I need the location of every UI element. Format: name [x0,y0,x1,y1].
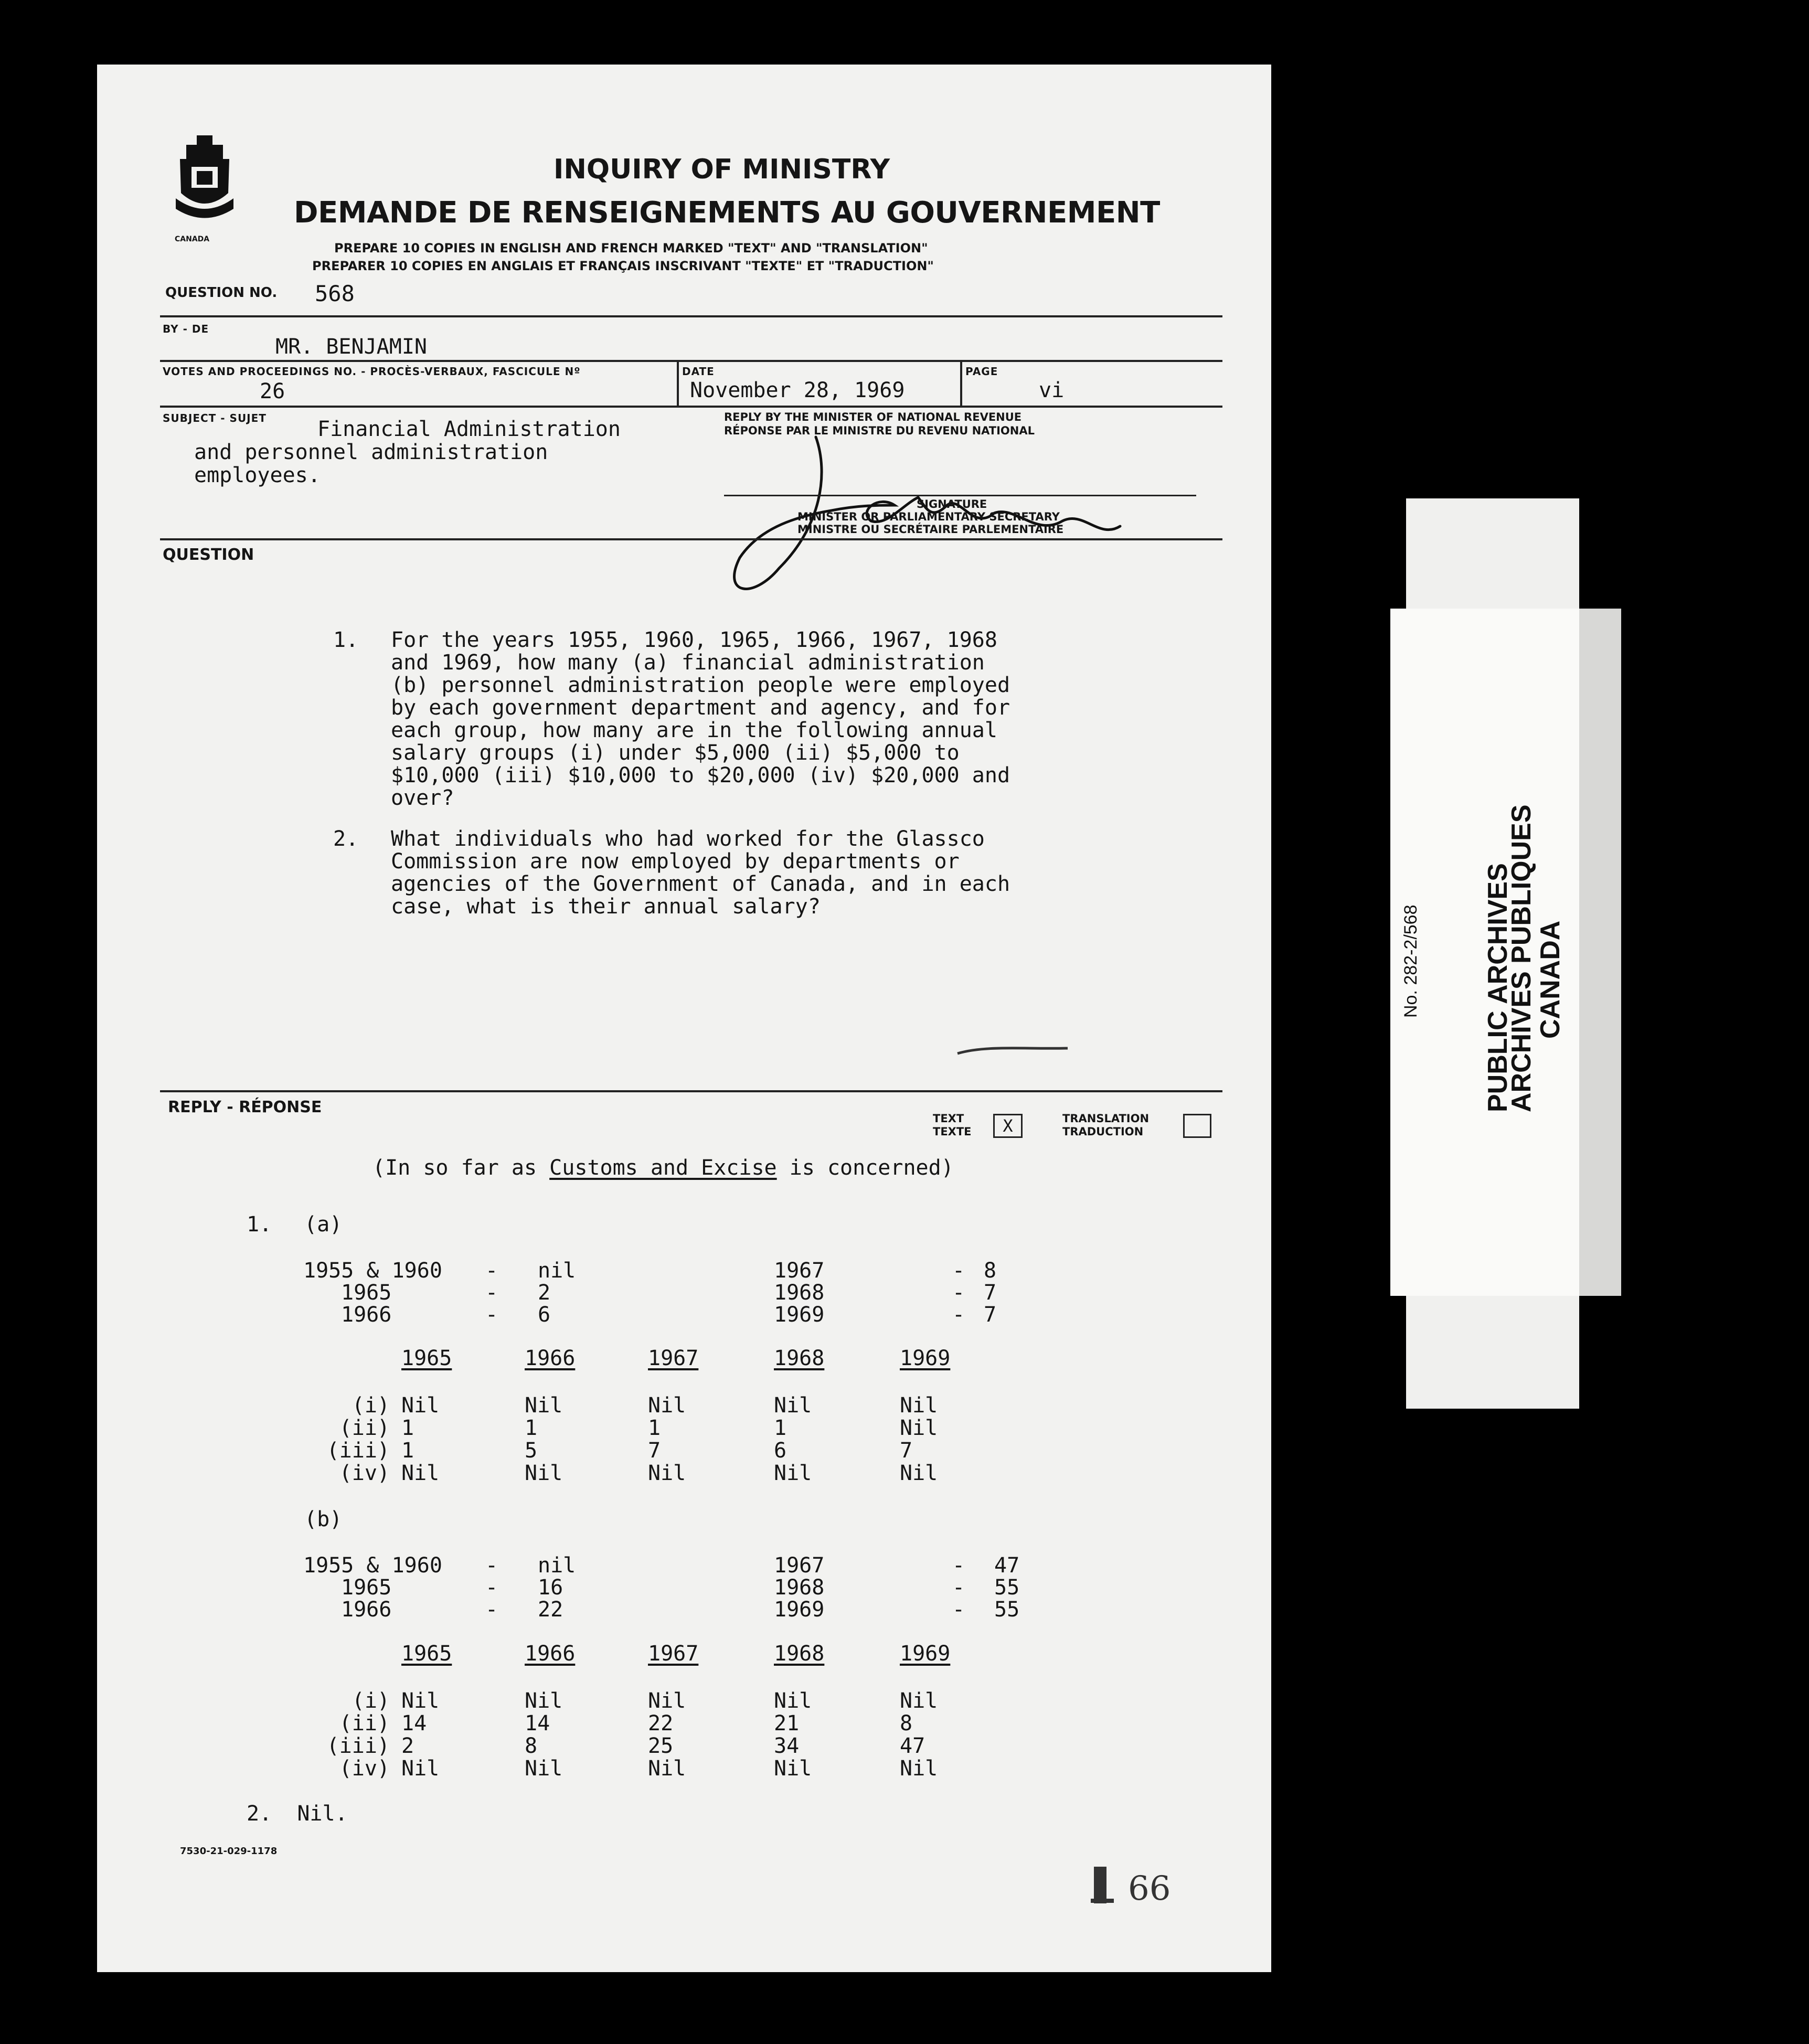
instructions-en: PREPARE 10 COPIES IN ENGLISH AND FRENCH MARKED "TEXT" AND "TRANSLATION" [334,241,928,256]
archive-line: ARCHIVES PUBLIQUES [1506,804,1537,1112]
year-value: 7 [984,1281,997,1305]
minister-en: MINISTER OR PARLIAMENTARY SECRETARY [797,510,1060,523]
table-cell: Nil [648,1461,686,1485]
page-number: 66 [1128,1869,1171,1908]
table-cell: 5 [525,1439,538,1463]
table-column-header: 1968 [774,1346,825,1370]
table-column-header: 1966 [525,1642,576,1666]
dash: - [485,1553,498,1578]
divider [160,1090,1222,1092]
country-label: CANADA [175,235,210,243]
reply-label: REPLY - RÉPONSE [168,1098,322,1116]
reply-by-fr: RÉPONSE PAR LE MINISTRE DU REVENU NATIONAL [724,424,1035,437]
subject-label: SUBJECT - SUJET [163,412,267,424]
year-label: 1969 [774,1303,825,1327]
reply-intro: (In so far as Customs and Excise is concerned) [373,1156,954,1180]
question-label: QUESTION [163,546,254,564]
year-value: 47 [994,1553,1020,1578]
year-label: 1955 & 1960 [303,1553,442,1578]
question-line: $10,000 (iii) $10,000 to $20,000 (iv) $20,000 and [391,763,1010,787]
year-label: 1969 [774,1598,825,1622]
table-cell: 22 [648,1711,674,1736]
year-label: 1968 [774,1281,825,1305]
section-b-label: (b) [304,1507,343,1531]
text-label: TEXT [933,1112,964,1125]
table-column-header: 1965 [401,1346,452,1370]
table-cell: 47 [900,1734,925,1758]
archive-ref: No. 282-2/568 [1401,904,1421,1018]
divider [160,538,1222,540]
year-label: 1966 [341,1598,392,1622]
table-cell: Nil [525,1689,563,1713]
row-label: (i) [352,1689,390,1713]
dash: - [485,1259,498,1283]
table-cell: Nil [648,1393,686,1418]
dash: - [952,1303,965,1327]
archive-line: CANADA [1535,920,1566,1039]
question-line: (b) personnel administration people were employed [391,673,1010,697]
question-line: agencies of the Government of Canada, and in each [391,872,1010,896]
page-label: PAGE [965,365,998,378]
year-label: 1955 & 1960 [303,1259,442,1283]
translation-checkbox[interactable] [1183,1114,1211,1138]
question-line: What individuals who had worked for the Glassco [391,827,985,851]
question-no-value: 568 [315,281,355,306]
dash: - [952,1598,965,1622]
pen-mark-icon [955,1042,1070,1058]
year-value: nil [538,1553,576,1578]
question-line: by each government department and agency, and for [391,696,1010,720]
year-label: 1968 [774,1575,825,1600]
document-page [97,65,1271,1972]
subject-line: employees. [194,463,321,487]
subject-line: and personnel administration [194,440,548,464]
dash: - [485,1303,498,1327]
table-cell: Nil [648,1756,686,1781]
divider [677,360,679,407]
table-cell: Nil [401,1689,440,1713]
question-line: For the years 1955, 1960, 1965, 1966, 1967, 1968 [391,628,997,652]
row-label: (iv) [339,1756,390,1781]
question-line: over? [391,786,454,810]
table-cell: 1 [401,1439,414,1463]
page-value: vi [1039,378,1065,402]
subject-line: Financial Administration [317,417,621,441]
reply-item-1-number: 1. [247,1212,272,1237]
dash: - [952,1259,965,1283]
minister-fr: MINISTRE OU SECRÉTAIRE PARLEMENTAIRE [797,523,1064,536]
date-label: DATE [682,365,715,378]
row-label: (iii) [326,1734,390,1758]
dash: - [485,1575,498,1600]
table-column-header: 1967 [648,1346,699,1370]
divider [160,406,1222,408]
dash: - [485,1281,498,1305]
table-cell: Nil [525,1756,563,1781]
signature-line [724,495,1196,496]
table-cell: Nil [774,1756,812,1781]
table-cell: Nil [401,1756,440,1781]
table-cell: Nil [774,1461,812,1485]
year-label: 1965 [341,1281,392,1305]
table-cell: 8 [525,1734,538,1758]
year-label: 1966 [341,1303,392,1327]
table-cell: 8 [900,1711,913,1736]
question-line: and 1969, how many (a) financial administration [391,651,985,675]
table-cell: 1 [401,1416,414,1440]
dash: - [952,1553,965,1578]
traduction-label: TRADUCTION [1062,1125,1144,1138]
table-cell: 21 [774,1711,800,1736]
reply-by-en: REPLY BY THE MINISTER OF NATIONAL REVENUE [724,411,1022,423]
year-label: 1967 [774,1259,825,1283]
question-line: case, what is their annual salary? [391,895,821,919]
table-cell: 14 [401,1711,427,1736]
table-cell: Nil [401,1461,440,1485]
year-value: 55 [994,1575,1020,1600]
table-cell: 25 [648,1734,674,1758]
year-value: 7 [984,1303,997,1327]
divider [160,360,1222,362]
title-fr: DEMANDE DE RENSEIGNEMENTS AU GOUVERNEMENT [294,196,1160,230]
instructions-fr: PREPARER 10 COPIES EN ANGLAIS ET FRANÇAIS INSCRIVANT "TEXTE" ET "TRADUCTION" [312,259,934,273]
table-cell: Nil [525,1393,563,1418]
by-value: MR. BENJAMIN [275,335,427,359]
table-column-header: 1966 [525,1346,576,1370]
question-1-number: 1. [333,628,359,652]
dash: - [952,1281,965,1305]
year-value: 2 [538,1281,551,1305]
archive-line: PUBLIC ARCHIVES [1483,863,1513,1112]
question-2-number: 2. [333,827,359,851]
year-value: nil [538,1259,576,1283]
stamp-mark [1091,1899,1114,1903]
reply-item-2: 2. Nil. [247,1802,348,1826]
table-cell: 14 [525,1711,550,1736]
section-a-label: (a) [304,1212,343,1237]
form-code: 7530-21-029-1178 [180,1846,278,1857]
row-label: (ii) [339,1711,390,1736]
table-cell: Nil [900,1416,938,1440]
votes-label: VOTES AND PROCEEDINGS NO. - PROCÈS-VERBAUX, FASCICULE Nº [163,365,581,378]
stamp-mark [1094,1867,1106,1903]
archive-tag-fold [1579,609,1621,1296]
by-label: BY - DE [163,323,209,335]
title-en: INQUIRY OF MINISTRY [554,154,890,185]
text-checkbox[interactable]: X [993,1114,1023,1138]
coat-of-arms-icon [176,135,233,235]
votes-value: 26 [260,379,285,403]
table-cell: 1 [648,1416,661,1440]
table-cell: 6 [774,1439,787,1463]
translation-label: TRANSLATION [1062,1112,1150,1125]
table-cell: 1 [774,1416,787,1440]
texte-label: TEXTE [933,1125,972,1138]
table-cell: Nil [401,1393,440,1418]
year-value: 16 [538,1575,563,1600]
row-label: (i) [352,1393,390,1418]
dash: - [952,1575,965,1600]
year-value: 22 [538,1598,563,1622]
date-value: November 28, 1969 [690,378,905,402]
table-column-header: 1968 [774,1642,825,1666]
divider [160,315,1222,317]
year-value: 6 [538,1303,551,1327]
table-cell: 2 [401,1734,414,1758]
table-cell: Nil [774,1689,812,1713]
year-label: 1965 [341,1575,392,1600]
table-cell: 1 [525,1416,538,1440]
table-cell: Nil [774,1393,812,1418]
table-cell: 34 [774,1734,800,1758]
question-no-label: QUESTION NO. [165,285,278,301]
table-cell: Nil [900,1689,938,1713]
question-line: Commission are now employed by departments or [391,849,960,874]
table-column-header: 1969 [900,1346,951,1370]
year-label: 1967 [774,1553,825,1578]
table-cell: 7 [648,1439,661,1463]
signature-label: SIGNATURE [917,498,987,510]
table-column-header: 1967 [648,1642,699,1666]
question-line: salary groups (i) under $5,000 (ii) $5,000 to [391,741,960,765]
question-line: each group, how many are in the following annual [391,718,997,742]
table-column-header: 1965 [401,1642,452,1666]
table-cell: 7 [900,1439,913,1463]
table-cell: Nil [900,1461,938,1485]
dash: - [485,1598,498,1622]
table-cell: Nil [900,1756,938,1781]
table-cell: Nil [525,1461,563,1485]
row-label: (iv) [339,1461,390,1485]
year-value: 8 [984,1259,997,1283]
table-cell: Nil [648,1689,686,1713]
table-cell: Nil [900,1393,938,1418]
year-value: 55 [994,1598,1020,1622]
divider [960,360,962,407]
row-label: (iii) [326,1439,390,1463]
table-column-header: 1969 [900,1642,951,1666]
row-label: (ii) [339,1416,390,1440]
